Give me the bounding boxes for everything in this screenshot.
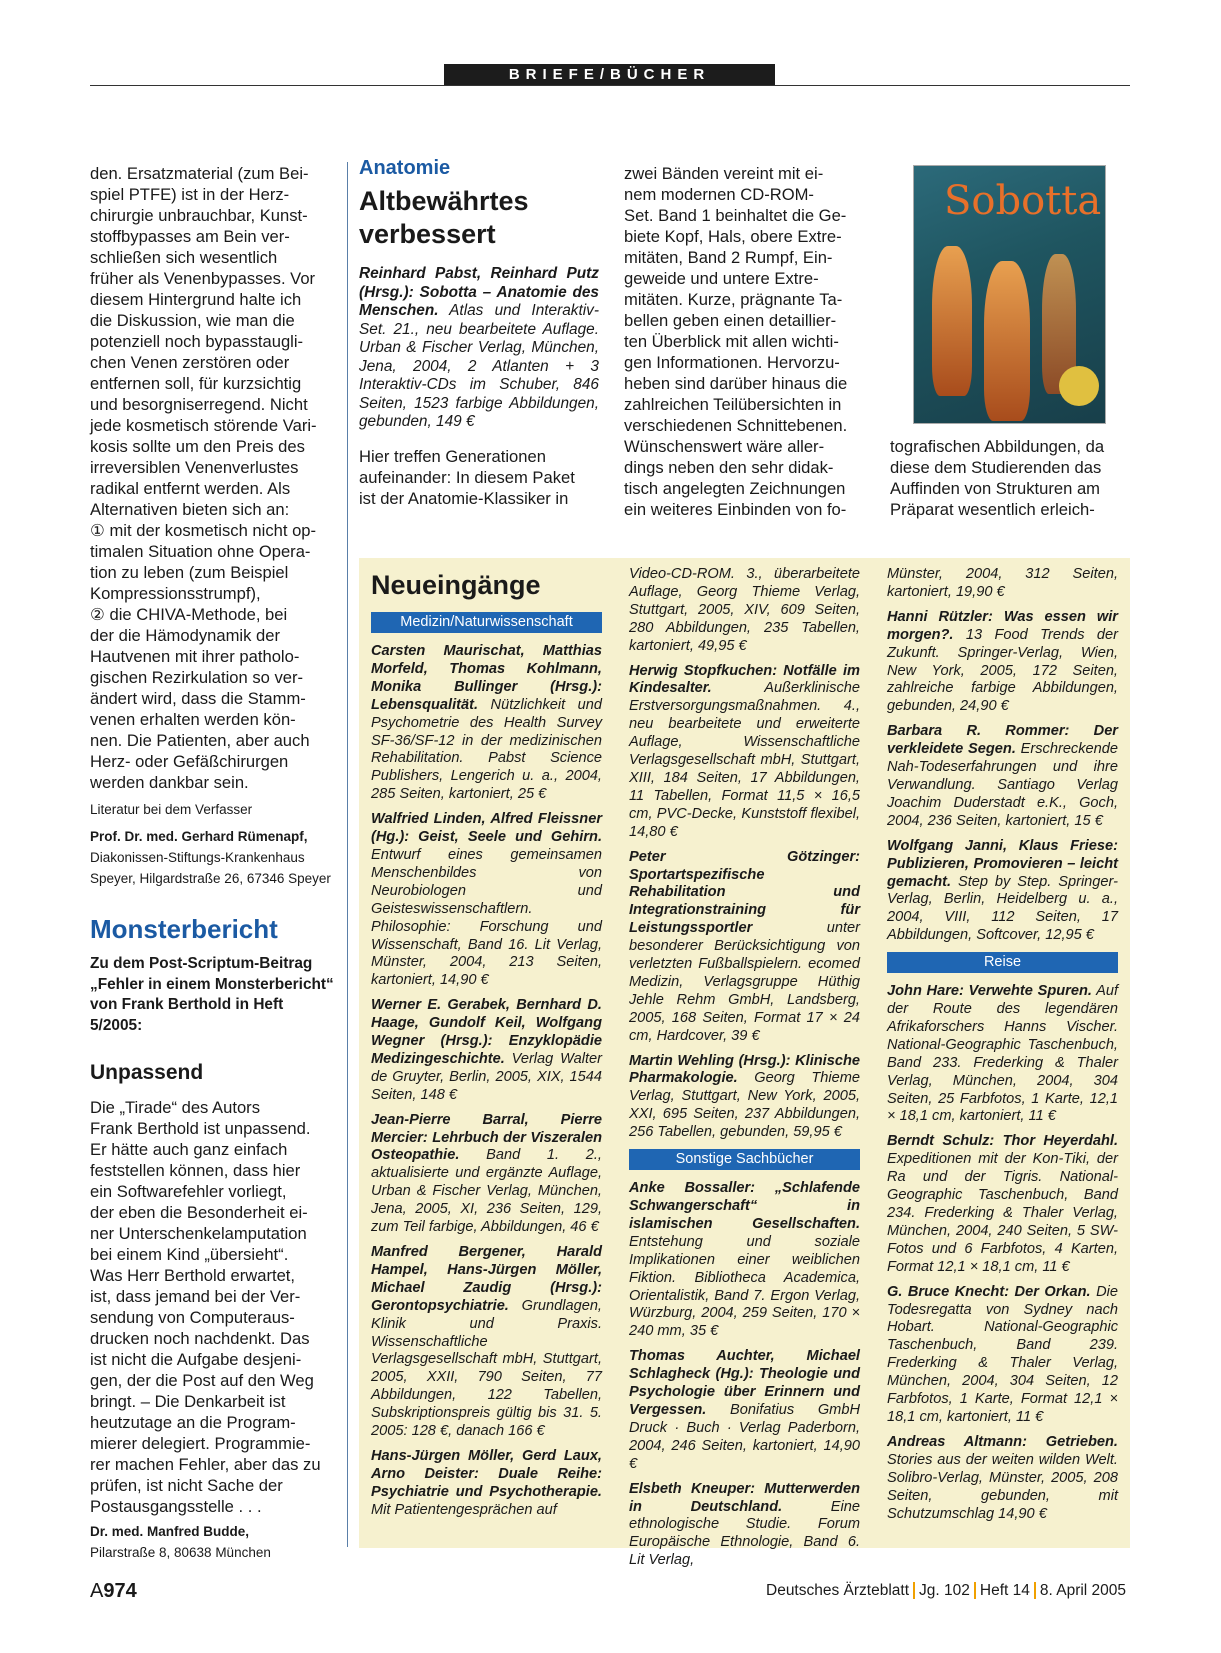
separator [913,1582,915,1599]
review-headline [359,185,599,251]
book-entry [887,723,1118,830]
review-line: zahlreichen Teilübersichten in [624,395,842,414]
book-entry-title: Thomas Auchter, Michael Schlagheck (Hg.): Theologie und Psychologie über Erinnern und Vergessen. [629,1348,860,1418]
book-entry-title: Manfred Bergener, Harald Hampel, Hans-Jürgen Möller, Michael Zaudig (Hrsg.): Gerontopsychiatrie. [371,1244,602,1314]
unpassend-line: der eben die Besonderheit ei- [90,1203,308,1222]
unpassend-line: bringt. – Die Denkarbeit ist [90,1392,286,1411]
letter-line: timalen Situation ohne Opera- [90,542,311,561]
unpassend-line: Postausgangsstelle . . . [90,1497,262,1516]
review-line: mitäten, Band 2 Rumpf, Ein- [624,248,833,267]
neu-list-1 [371,643,602,1520]
book-entry-details: Verlag Walter de Gruyter, Berlin, 2005, XIX, 1544 Seiten, 148 € [371,1050,602,1103]
review-headline-line1: Altbewährtes [359,186,529,216]
separator [974,1582,976,1599]
review-line: tografischen Abbildungen, da [890,437,1105,456]
book-entry-details: Nützlichkeit und Psychometrie des Health Survey SF-36/SF-12 in der medizinischen Rehabilitation. Pabst Science Publishers, Lengerich u. a., 2004, 285 Seiten, kartoniert, 25 € [371,696,602,803]
letter-line: entfernen soll, für kurzsichtig [90,374,302,393]
review-line: geweide und untere Extre- [624,269,819,288]
unpassend-line: heutzutage an die Program- [90,1413,296,1432]
review-line: gen Informationen. Hervorzu- [624,353,840,372]
signature-address: Pilarstraße 8, 80638 München [90,1545,271,1560]
review-column-2 [624,163,864,520]
letter-author: Prof. Dr. med. Gerhard Rümenapf, [90,829,308,844]
review-line: Set. Band 1 beinhaltet die Ge- [624,206,847,225]
book-entry-title: Elsbeth Kneuper: Mutterwerden in Deutschland. [629,1480,860,1515]
book-entry [887,838,1118,945]
book-entry-details: Mit Patientengesprächen auf [371,1501,557,1518]
unpassend-line: ist nicht die Aufgabe desjeni- [90,1350,302,1369]
review-bib-details: Atlas und Interaktiv-Set. 21., neu bearbeitete Auflage. Urban & Fischer Verlag, München, Jena, 2004, 2 Atlanten + 3 Interaktiv-CDs im Schuber, 846 Seiten, 1523 farbige Abbildungen, gebunden, 149 € [359,302,599,430]
book-entry-details: Eine ethnologische Studie. Forum Europäische Ethnologie, Band 6. Lit Verlag, [629,1498,861,1569]
review-line: Hier treffen Generationen [359,446,546,466]
neu-list-3b [887,983,1118,1523]
unpassend-line: Frank Berthold ist unpassend. [90,1119,311,1138]
journal-volume: Jg. 102 [919,1582,970,1599]
unpassend-line: Was Herr Berthold erwartet, [90,1266,296,1285]
book-entry-title: John Hare: Verwehte Spuren. [887,983,1092,1000]
book-entry-title: Hans-Jürgen Möller, Gerd Laux, Arno Deister: Duale Reihe: Psychiatrie und Psychotherapie. [371,1447,602,1500]
section-reise: Reise [887,952,1118,973]
letter-line: schließen sich wesentlich [90,248,278,267]
letter-line: den. Ersatzmaterial (zum Bei- [90,164,309,183]
book-entry-title: Barbara R. Rommer: Der verkleidete Segen. [887,723,1118,758]
book-entry-details: Auf der Route des legendären Afrikaforschers Hanns Vischer. National-Geographic Taschenbuch, Band 233. Frederking & Thaler Verlag, München, 2004, 304 Seiten, 25 Farbfotos, 1 Karte, 12,1 × 18,1 cm, kartoniert, 11 € [887,983,1118,1125]
letter-line: radikal entfernt werden. Als [90,479,291,498]
unpassend-line: gen, der die Post auf den Weg [90,1371,314,1390]
book-entry-details: Entstehung und soziale Implikationen einer weiblichen Fiktion. Bibliotheca Academica, Orientalistik, Band 7. Ergon Verlag, Würzburg, 2004, 259 Seiten, 170 × 240 mm, 35 € [629,1233,860,1340]
book-entry-details: Expeditionen mit der Kon-Tiki, der Ra und der Tigris. National-Geographic Taschenbuch, Band 234. Frederking & Thaler Verlag, München, 2004, 240 Seiten, 5 SW-Fotos und 6 Farbfotos, 4 Karten, Format 12,1 × 18,1 cm, 11 € [887,1151,1118,1275]
review-line: tisch angelegten Zeichnungen [624,479,846,498]
letter-signature: Dr. med. Manfred Budde, [90,1524,250,1539]
book-entry-details: Bonifatius GmbH Druck · Buch · Verlag Paderborn, 2004, 246 Seiten, kartoniert, 14,90 € [629,1401,860,1472]
page-number-value: 974 [103,1580,137,1602]
unpassend-line: bei einem Kind „übersieht“. [90,1245,289,1264]
book-entry-title: Anke Bossaller: „Schlafende Schwangerschaft“ in islamischen Gesellschaften. [629,1180,860,1232]
review-line: ten Überblick mit allen wichti- [624,332,839,351]
letter-line: ① mit der kosmetisch nicht op- [90,521,317,540]
review-line: verschiedenen Schnittebenen. [624,416,848,435]
author-affiliation: Diakonissen-Stiftungs-Krankenhaus [90,850,305,865]
journal-issue: Heft 14 [979,1582,1030,1599]
letter-line: früher als Venenbypasses. Vor [90,269,316,288]
book-entry [629,1348,860,1473]
letter-line: venen erhalten werden kön- [90,710,296,729]
neu-title: Neueingänge [371,570,541,600]
letter-line: chen Venen zerstören oder [90,353,290,372]
review-headline-line2: verbessert [359,219,496,249]
unpassend-line: feststellen können, dass hier [90,1161,301,1180]
unpassend-line: drucken noch nachdenkt. Das [90,1329,310,1348]
unpassend-line: Er hätte auch ganz einfach [90,1140,288,1159]
book-entry [371,1112,602,1237]
book-entry-title: Andreas Altmann: Getrieben. [887,1433,1118,1450]
author-address: Speyer, Hilgardstraße 26, 67346 Speyer [90,871,331,886]
book-entry-title: Hanni Rützler: Was essen wir morgen?. [887,608,1118,643]
review-line: heben sind darüber hinaus die [624,374,848,393]
letter-line: Hautvenen mit ihrer patholo- [90,647,300,666]
book-entry-title: G. Bruce Knecht: Der Orkan. [887,1283,1091,1300]
letter-line: und besorgniserregend. Nicht [90,395,308,414]
book-entry [371,1244,602,1441]
book-entry [629,663,860,842]
letter-line: die Diskussion, wie man die [90,311,295,330]
unpassend-line: ner Unterschenkelamputation [90,1224,307,1243]
review-column-3 [890,436,1130,520]
letter-line: Alternativen bieten sich an: [90,500,290,519]
unpassend-title: Unpassend [90,1061,204,1084]
letter-line: ändert wird, dass die Stamm- [90,689,306,708]
journal-info [766,1582,1126,1600]
section-sachbuecher: Sonstige Sachbücher [629,1149,860,1170]
book-entry-title: Carsten Maurischat, Matthias Morfeld, Thomas Kohlmann, Monika Bullinger (Hrsg.): Lebensqualität. [371,643,602,713]
unpassend-body [90,1097,338,1517]
anatomy-figure-center [984,261,1030,421]
monster-intro: Zu dem Post-Scriptum-Beitrag „Fehler in einem Monsterbericht“ von Frank Berthold in Heft 5/2005: [90,955,334,1034]
book-entry-title: Jean-Pierre Barral, Pierre Mercier: Lehrbuch der Viszeralen Osteopathie. [371,1111,602,1164]
book-entry-title: Walfried Linden, Alfred Fleissner (Hg.): Geist, Seele und Gehirn. [371,811,602,846]
review-text-1 [359,446,599,509]
book-entry-details: Georg Thieme Verlag, Stuttgart, New York, 2005, XXI, 695 Seiten, 237 Abbildungen, 256 Tabellen, gebunden, 59,95 € [629,1070,860,1141]
unpassend-line: rer machen Fehler, aber das zu [90,1455,321,1474]
header-rule [90,85,1130,86]
separator [1034,1582,1036,1599]
section-header: BRIEFE/BÜCHER [444,64,775,85]
neu-list-3a [887,566,1118,945]
book-entry [887,1284,1118,1427]
book-entry-details: Außerklinische Erstversorgungsmaßnahmen. 4., neu bearbeitete und erweiterte Auflage, Wissenschaftliche Verlagsgesellschaft mbH, Stuttgart, XIII, 184 Seiten, 17 Abbildungen, 11 Tabellen, Format 11,5 × 16,5 cm, PVC-Decke, Kunststoff flexibel, 14,80 € [629,680,860,840]
letter-line: nen. Die Patienten, aber auch [90,731,310,750]
book-entry-details: Band 1. 2., aktualisierte und ergänzte Auflage, Urban & Fischer Verlag, München, Jena, 2005, XI, 236 Seiten, 129, zum Teil farbige, Abbildungen, 46 € [371,1147,602,1236]
book-entry-details: Video-CD-ROM. 3., überarbeitete Auflage, Georg Thieme Verlag, Stuttgart, 2005, XIV, 609 Seiten, 280 Abbildungen, 235 Tabellen, kartoniert, 49,95 € [629,566,860,654]
unpassend-line: prüfen, ist nicht Sache der [90,1476,283,1495]
journal-date: 8. April 2005 [1039,1582,1127,1599]
review-line: ist der Anatomie-Klassiker in [359,488,569,508]
letter-line: potenziell noch bypasstaugli- [90,332,304,351]
book-entry-details: 13 Food Trends der Zukunft. Springer-Verlag, Wien, New York, 2005, 172 Seiten, zahlreiche farbige Abbildungen, gebunden, 24,90 € [887,626,1118,715]
letter-continuation [90,163,338,793]
review-line: nem modernen CD-ROM- [624,185,814,204]
book-entry [887,983,1118,1126]
neueingaenge-box [359,558,1130,1569]
review-line: ein weiteres Einbinden von fo- [624,500,847,519]
review-line: dings neben den sehr didak- [624,458,834,477]
book-entry-details: Münster, 2004, 312 Seiten, kartoniert, 19,90 € [887,566,1118,600]
book-entry [887,609,1118,716]
review-line: Auffinden von Strukturen am [890,479,1101,498]
book-entry [887,566,1118,602]
review-text-2 [624,163,864,520]
book-entry [371,811,602,990]
neu-column-3 [887,566,1118,1530]
section-medizin: Medizin/Naturwissenschaft [371,612,602,633]
unpassend-line: ein Softwarefehler vorliegt, [90,1182,287,1201]
neu-column-2 [629,566,860,1577]
review-line: diese dem Studierenden das [890,458,1102,477]
book-entry-details: Die Todesregatta von Sydney nach Hobart. National-Geographic Taschenbuch, Band 239. Frederking & Thaler Verlag, München, 2004, 304 Seiten, 12 Farbfotos, 1 Karte, Format 12,1 × 18,1 cm, kartoniert, 11 € [887,1283,1118,1425]
letter-line: Herz- oder Gefäßchirurgen [90,752,289,771]
book-entry-title: Martin Wehling (Hrsg.): Klinische Pharmakologie. [629,1052,860,1087]
cover-badge [1059,366,1099,406]
book-entry [629,1180,860,1341]
review-kicker: Anatomie [359,157,451,179]
letter-column [90,163,338,1563]
page-number [90,1580,137,1603]
monster-title: Monsterbericht [90,914,278,944]
letter-line: gischen Rezirkulation so ver- [90,668,304,687]
sobotta-book-cover [913,165,1106,424]
journal-name: Deutsches Ärzteblatt [766,1582,910,1599]
letter-line: chirurgie unbrauchbar, Kunst- [90,206,308,225]
review-line: biete Kopf, Hals, obere Extre- [624,227,842,246]
letter-line: kosis sollte um den Preis des [90,437,305,456]
book-entry [371,997,602,1104]
review-line: aufeinander: In diesem Paket [359,467,575,487]
book-entry-details: Erschreckende Nah-Todeserfahrungen und ihre Verwandlung. Santiago Verlag Joachim Duderstadt e.K., Goch, 2004, 236 Seiten, kartoniert, 15 € [887,741,1118,829]
letter-line: irreversiblen Venenverlustes [90,458,299,477]
book-entry-details: Entwurf eines gemeinsamen Menschenbildes von Neurobiologen und Geisteswissenschaftlern. Philosophie: Forschung und Wissenschaft, Band 16. Lit Verlag, Münster, 2004, 213 Seiten, kartoniert, 14,90 € [371,846,602,989]
review-line: bellen geben einen detaillier- [624,311,837,330]
letter-line: spiel PTFE) ist in der Herz- [90,185,290,204]
book-cover-title: Sobotta [944,178,1102,224]
page-prefix: A [90,1580,104,1602]
letter-line: jede kosmetisch störende Vari- [90,416,317,435]
book-entry-title: Herwig Stopfkuchen: Notfälle im Kindesalter. [629,662,860,697]
letter-line: werden dankbar sein. [90,773,249,792]
book-entry-title: Berndt Schulz: Thor Heyerdahl. [887,1133,1118,1150]
review-line: zwei Bänden vereint mit ei- [624,164,824,183]
unpassend-line: ist, dass jemand bei der Ver- [90,1287,301,1306]
book-entry [887,1133,1118,1276]
letter-line: der die Hämodynamik der [90,626,280,645]
book-entry-details: Stories aus der weiten wilden Welt. Solibro-Verlag, Münster, 2005, 208 Seiten, gebunden, mit Schutzumschlag 14,90 € [887,1451,1118,1522]
review-text-3 [890,436,1130,520]
review-column-1 [359,158,599,509]
neu-list-2b [629,1180,860,1570]
review-line: mitäten. Kurze, prägnante Ta- [624,290,843,309]
review-bibliography [359,265,599,432]
anatomy-figure-left [932,246,972,396]
book-entry [371,1448,602,1520]
letter-line: diesem Hintergrund halte ich [90,290,302,309]
book-entry [629,1053,860,1143]
book-entry-title: Wolfgang Janni, Klaus Friese: Publizieren, Promovieren – leicht gemacht. [887,837,1118,890]
literature-note: Literatur bei dem Verfasser [90,802,253,817]
unpassend-line: mierer delegiert. Programmie- [90,1434,311,1453]
book-entry [887,1434,1118,1524]
neu-column-1 [371,568,602,1527]
book-entry-details: Grundlagen, Klinik und Praxis. Wissenschaftliche Verlagsgesellschaft mbH, Stuttgart, 2005, XXII, 790 Seiten, 77 Abbildungen, 122 Tabellen, Subskriptionspreis gültig bis 31. 5. 2005: 128 €, danach 166 € [371,1297,602,1440]
unpassend-line: Die „Tirade“ des Autors [90,1098,260,1117]
letter-line: ② die CHIVA-Methode, bei [90,605,288,624]
book-entry-details: unter besonderer Berücksichtigung von verletzten Fußballspielern. ecomed Medizin, Verlagsgruppe Hüthig Jehle Rehm GmbH, Landsberg, 2005, 168 Seiten, Format 17 × 24 cm, Hardcover, 39 € [629,920,860,1044]
book-entry-title: Werner E. Gerabek, Bernhard D. Haage, Gundolf Keil, Wolfgang Wegner (Hrsg.): Enzyklopädie Medizingeschichte. [371,997,602,1067]
book-entry [371,643,602,804]
neu-list-2a [629,566,860,1142]
book-entry-details: Step by Step. Springer-Verlag, Berlin, Heidelberg u. a., 2004, VIII, 112 Seiten, 17 Abbildungen, Softcover, 12,95 € [887,873,1118,944]
letter-line: Kompressionsstrumpf), [90,584,261,603]
book-entry [629,1481,860,1571]
review-line: Präparat wesentlich erleich- [890,500,1095,519]
letter-line: tion zu leben (zum Beispiel [90,563,289,582]
book-entry [629,566,860,656]
column-divider [347,162,348,1547]
review-line: Wünschenswert wäre aller- [624,437,825,456]
book-entry-title: Peter Götzinger: Sportartspezifische Rehabilitation und Integrationstraining für Leistungssportler [629,848,860,937]
review-bib-title: Reinhard Pabst, Reinhard Putz (Hrsg.): Sobotta – Anatomie des Menschen. [359,265,599,319]
book-entry [629,849,860,1046]
unpassend-line: sendung von Computeraus- [90,1308,295,1327]
letter-line: stoffbypasses am Bein ver- [90,227,290,246]
